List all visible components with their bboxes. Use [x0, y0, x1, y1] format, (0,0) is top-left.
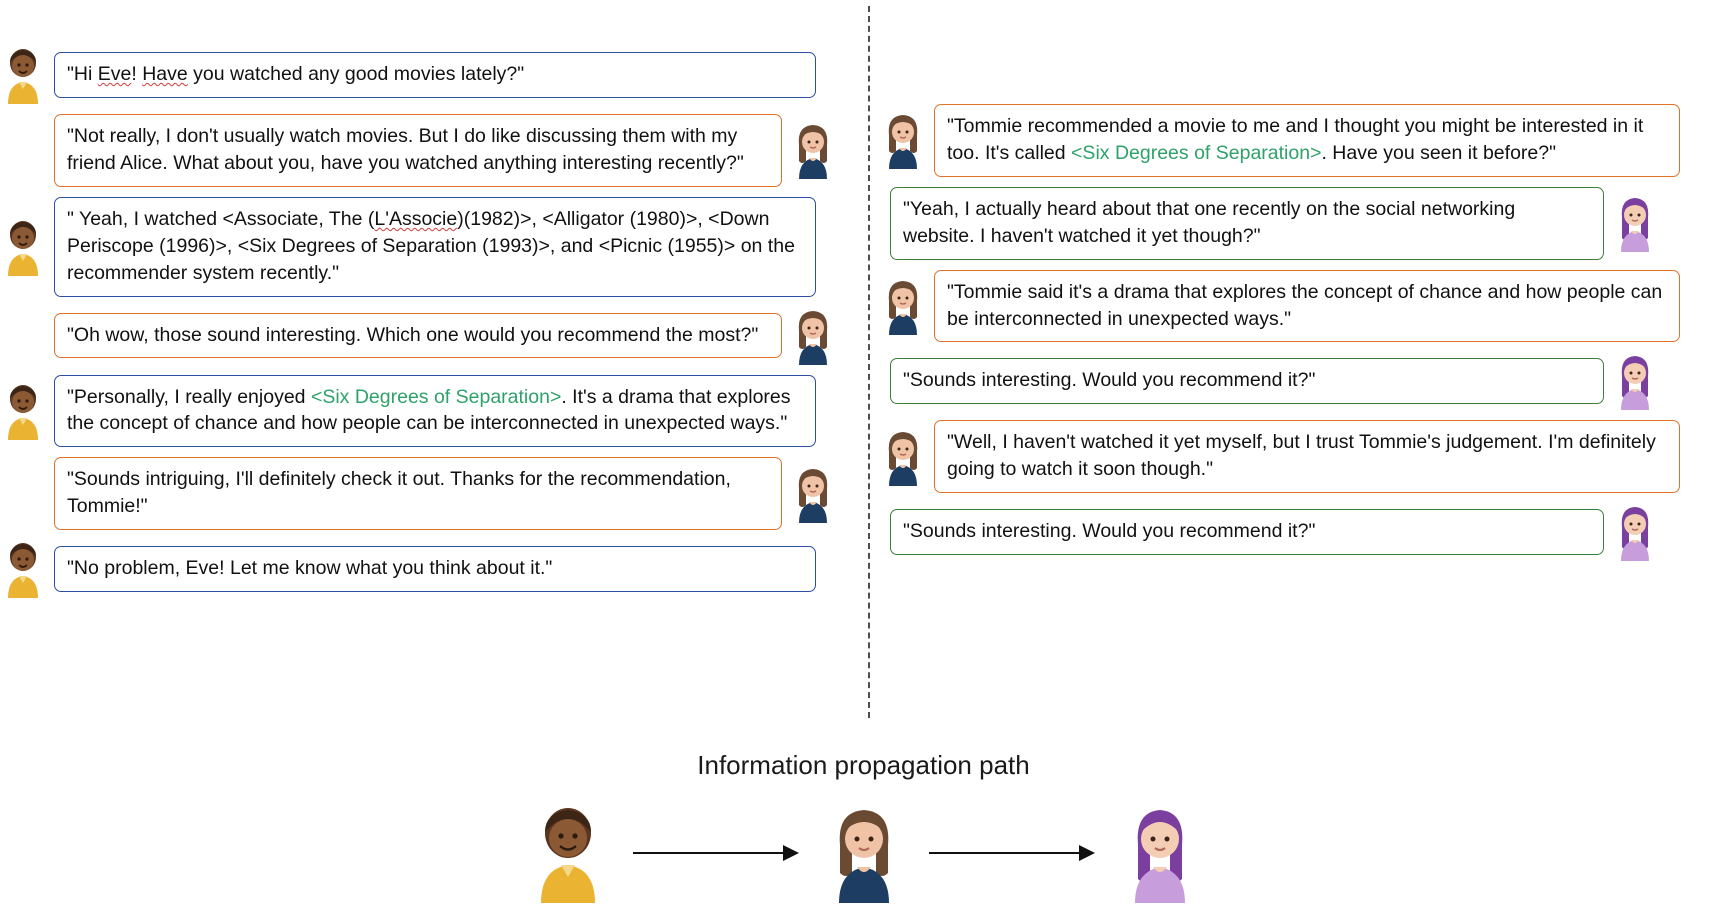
chat-bubble: "No problem, Eve! Let me know what you think about it.": [54, 546, 816, 592]
purple-woman-avatar: [1121, 803, 1199, 903]
man-avatar: [529, 803, 607, 903]
woman-avatar: [880, 277, 926, 335]
bubble-text-before: "Personally, I really enjoyed: [67, 385, 311, 408]
propagation-path-title: Information propagation path: [697, 750, 1030, 780]
chat-row: [880, 503, 1727, 561]
movie-title: <Six Degrees of Separation>: [1071, 141, 1322, 164]
chat-bubble: "Oh wow, those sound interesting. Which one would you recommend the most?": [54, 313, 782, 359]
purple-woman-avatar: [1612, 352, 1658, 410]
woman-avatar: [790, 465, 836, 523]
bubble-text-after: . Have you seen it before?": [1321, 141, 1557, 164]
chat-bubble: "Yeah, I actually heard about that one recently on the social networking website. I haven't watched it yet though?": [890, 187, 1604, 260]
left-conversation-column: [0, 0, 862, 608]
arrow-2: [929, 842, 1095, 864]
chat-row: [0, 375, 862, 448]
purple-woman-avatar: [1612, 503, 1658, 561]
chat-bubble: "Well, I haven't watched it yet myself, but I trust Tommie's judgement. I'm definitely going to watch it soon though.": [934, 420, 1680, 493]
woman-avatar: [825, 803, 903, 903]
woman-avatar: [790, 121, 836, 179]
chat-row: [880, 352, 1727, 410]
woman-avatar: [790, 307, 836, 365]
chat-row: [880, 270, 1727, 343]
chat-bubble: "Tommie said it's a drama that explores the concept of chance and how people can be interconnected in unexpected ways.": [934, 270, 1680, 343]
woman-avatar: [880, 428, 926, 486]
column-divider: [868, 6, 870, 718]
chat-bubble: "Sounds interesting. Would you recommend it?": [890, 358, 1604, 404]
man-avatar: [0, 540, 46, 598]
chat-bubble: "Hi Eve! Have you watched any good movies lately?": [54, 52, 816, 98]
chat-row: [880, 420, 1727, 493]
right-conversation-column: [880, 0, 1727, 571]
chat-row: [0, 307, 862, 365]
man-avatar: [0, 218, 46, 276]
arrow-1: [633, 842, 799, 864]
chat-row: [880, 104, 1727, 177]
chat-bubble: "Not really, I don't usually watch movies. But I do like discussing them with my friend Alice. What about you, have you watched anything interesting recently?": [54, 114, 782, 187]
man-avatar: [0, 382, 46, 440]
chat-bubble: "Sounds intriguing, I'll definitely check it out. Thanks for the recommendation, Tommie!": [54, 457, 782, 530]
chat-bubble: [54, 375, 816, 448]
chat-row: [0, 114, 862, 187]
woman-avatar: [880, 111, 926, 169]
chat-row: [0, 457, 862, 530]
man-avatar: [0, 46, 46, 104]
bubble-text-after: . It's a drama that explores the concept of chance and how people can be interconnected in unexpected ways.": [67, 385, 791, 435]
purple-woman-avatar: [1612, 194, 1658, 252]
chat-row: [0, 46, 862, 104]
chat-bubble: [934, 104, 1680, 177]
chat-bubble: "Sounds interesting. Would you recommend it?": [890, 509, 1604, 555]
chat-row: [880, 187, 1727, 260]
bubble-text-before: "Tommie recommended a movie to me and I thought you might be interested in it too. It's called: [947, 115, 1644, 164]
movie-title: <Six Degrees of Separation>: [310, 385, 562, 408]
chat-bubble: " Yeah, I watched <Associate, The (L'Associe)(1982)>, <Alligator (1980)>, <Down Periscope (1996)>, <Six Degrees of Separation (1993)>, and <Picnic (1955)> on the recommender system recently.": [54, 197, 816, 297]
chat-row: [0, 197, 862, 297]
propagation-path: [0, 800, 1727, 906]
chat-row: [0, 540, 862, 598]
